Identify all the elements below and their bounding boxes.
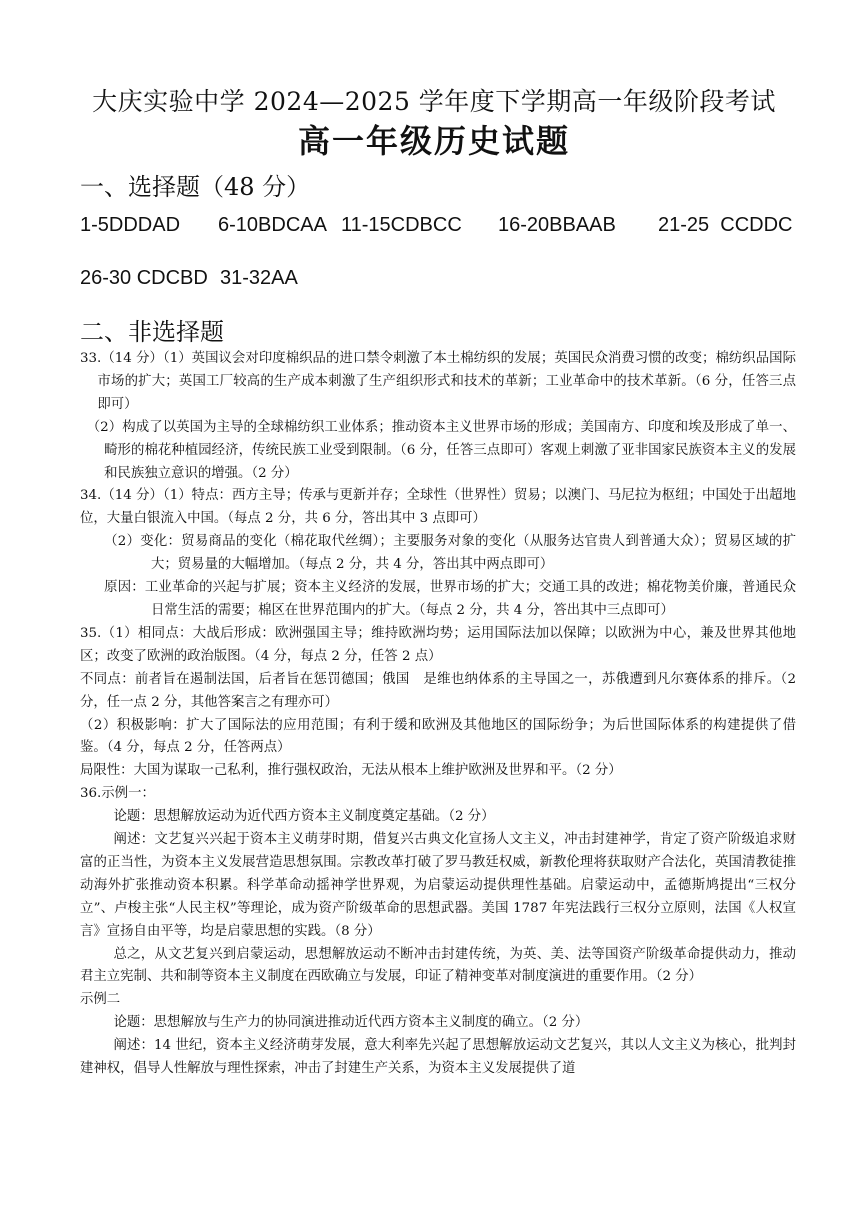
section-heading-nonchoice: 二、非选择题	[80, 318, 224, 346]
answer-group-6-10: 6-10BDCAA	[218, 214, 327, 236]
answer-body	[80, 348, 796, 1081]
school-exam-line: 大庆实验中学 2024—2025 学年度下学期高一年级阶段考试	[92, 87, 776, 116]
q35-part1-diff: 不同点：前者旨在遏制法国，后者旨在惩罚德国；俄国 是维也纳体系的主导国之一，苏俄遭到凡尔赛体系的排斥。（2 分，任一点 2 分，其他答案言之有理亦可）	[80, 671, 796, 710]
q33-part2: （2）构成了以英国为主导的全球棉纺织工业体系；推动资本主义世界市场的形成；美国南方、印度和埃及形成了单一、畸形的棉花种植园经济，传统民族工业受到限制。（6 分，任答三点即可）客观上刺激了亚非国家民族资本主义的发展和民族独立意识的增强。（2 分）	[86, 419, 796, 481]
q36-example2-argument: 阐述：14 世纪，资本主义经济萌芽发展，意大利率先兴起了思想解放运动文艺复兴，其以人文主义为核心，批判封建神权，倡导人性解放与理性探索，冲击了封建生产关系，为资本主义发展提供了道	[80, 1038, 796, 1077]
q36-example1-argument: 阐述：文艺复兴兴起于资本主义萌芽时期，借复兴古典文化宣扬人文主义，冲击封建神学，肯定了资产阶级追求财富的正当性，为资本主义发展营造思想氛围。宗教改革打破了罗马教廷权威，新教伦理将获取财产合法化，英国清教徒推动海外扩张推动资本积累。科学革命动摇神学世界观，为启蒙运动提供理性基础。启蒙运动中，孟德斯鸠提出“三权分立”、卢梭主张“人民主权”等理论，成为资产阶级革命的思想武器。美国 1787 年宪法践行三权分立原则，法国《人权宣言》宣扬自由平等，均是启蒙思想的实践。（8 分）	[80, 832, 796, 939]
section-heading-choice: 一、选择题（48 分）	[80, 173, 311, 201]
q34-part2-reason: 原因：工业革命的兴起与扩展；资本主义经济的发展，世界市场的扩大；交通工具的改进；棉花物美价廉，普通民众日常生活的需要；棉区在世界范围内的扩大。（每点 2 分，共 4 分，答出其中三点即可）	[104, 580, 796, 618]
q36-example1-conclusion: 总之，从文艺复兴到启蒙运动，思想解放运动不断冲击封建传统，为英、美、法等国资产阶级革命提供动力，推动君主立宪制、共和制等资本主义制度在西欧确立与发展，印证了精神变革对制度演进的重要作用。（2 分）	[80, 946, 796, 985]
q34-part1: 34.（14 分）（1）特点：西方主导；传承与更新并存；全球性（世界性）贸易；以澳门、马尼拉为枢纽；中国处于出超地位，大量白银流入中国。（每点 2 分，共 6 分，答出其中 3 点即可）	[80, 488, 796, 527]
q36-example1-label: 36.示例一：	[80, 786, 155, 802]
q35-part1-same: 35.（1）相同点：大战后形成：欧洲强国主导；维持欧洲均势；运用国际法加以保障；以欧洲为中心，兼及世界其他地区；改变了欧洲的政治版图。（4 分，每点 2 分，任答 2 点）	[80, 625, 796, 664]
q35-part2-limit: 局限性：大国为谋取一己私利，推行强权政治，无法从根本上维护欧洲及世界和平。（2 分）	[80, 763, 622, 779]
answer-group-21-25: 21-25 CCDDC	[658, 214, 793, 236]
answer-group-26-30: 26-30 CDCBD	[80, 267, 208, 289]
q33-part1: 33.（14 分）（1）英国议会对印度棉织品的进口禁令刺激了本土棉纺织的发展；英国民众消费习惯的改变；棉纺织品国际市场的扩大；英国工厂较高的生产成本刺激了生产组织形式和技术的革新；工业革命中的技术革新。（6 分，任答三点即可）	[80, 351, 796, 412]
page-title: 高一年级历史试题	[297, 122, 570, 160]
q36-example1-thesis: 论题：思想解放运动为近代西方资本主义制度奠定基础。（2 分）	[113, 809, 495, 825]
q36-example2-label: 示例二	[80, 992, 121, 1008]
q34-part2-change: （2）变化：贸易商品的变化（棉花取代丝绸）；主要服务对象的变化（从服务达官贵人到普通大众）；贸易区域的扩大；贸易量的大幅增加。（每点 2 分，共 4 分，答出其中两点即可）	[104, 534, 796, 573]
answer-group-16-20: 16-20BBAAB	[498, 214, 616, 236]
answer-group-31-32: 31-32AA	[220, 267, 298, 289]
q36-example2-thesis: 论题：思想解放与生产力的协同演进推动近代西方资本主义制度的确立。（2 分）	[113, 1015, 589, 1031]
q35-part2-positive: （2）积极影响：扩大了国际法的应用范围；有利于缓和欧洲及其他地区的国际纷争；为后世国际体系的构建提供了借鉴。（4 分，每点 2 分，任答两点）	[80, 717, 796, 756]
answer-group-11-15: 11-15CDBCC	[341, 214, 462, 236]
answer-group-1-5: 1-5DDDAD	[80, 214, 181, 236]
